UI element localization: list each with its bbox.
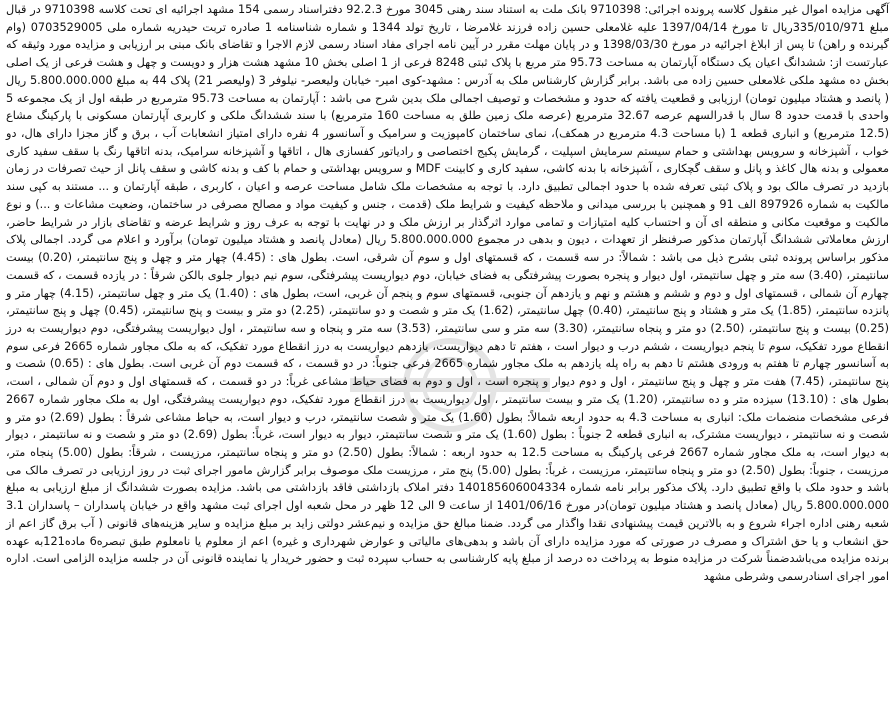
auction-notice-body: آگهی مزایده اموال غیر منقول کلاسه پرونده اجرائی: 9710398 بانک ملت به استناد سند رهنی 3045 مورخ 92.2.3 دفتراسناد رسمی 154 مشهد اجرائیه ای تحت کلاسه 9710398 در قبال مبلغ 335/010/971ریال تا مورخ 1397/04/14 علیه غلامعلی حسین زاده فرزند غلامرضا ، تاریخ تولد 1344 و شماره شناسنامه 1 صادره تربت حیدریه شماره ملی 0703529005 (وام گیرنده و راهن) تا پس از ابلاغ اجرائیه در مورخ 1398/03/30 و در پایان مهلت مقرر در آیین نامه اجرای مفاد اسناد رسمی لازم الاجرا و تقاضای بانک مبنی بر ارزیابی و مزایده مورد وثیقه که عبارتست از: ششدانگ اعیان یک دستگاه آپارتمان به مساحت 95.73 متر مربع با پلاک ثبتی 8248 فرعی از 1 اصلی بخش 10 مشهد هشت هزار و دویست و چهل و هشت فرعی از یک اصلی بخش ده مشهد ملکی غلامعلی حسین زاده می باشد. برابر گزارش کارشناس ملک به آدرس : مشهد-کوی امیر- خیابان ولیعصر- نیلوفر 3 (ولیعصر 21) پلاک 44 به مبلغ 5.800.000.000 ریال ( پانصد و هشتاد میلیون تومان) ارزیابی و قطعیت یافته که حدود و مشخصات و توصیف اجمالی ملک بدین شرح می باشد : آپارتمان به مساحت 95.73 مترمربع در طبقه اول از یک مجموعه 5 واحدی با قدمت حدود 8 سال با قدرالسهم عرصه 32.67 مترمربع (عرصه ملک زمین طلق به مساحت 160 مترمربع) با سند ششدانگ ملکی و کاربری آپارتمان مسکونی با پارکینگ مشاع (12.5 مترمربع) و انباری قطعه 1 (با مساحت 4.3 مترمربع در همکف)، نمای ساختمان کامپوزیت و سرامیک و آسانسور 4 نفره دارای امتیاز انشعابات آب ، برق و گاز مجزا دارای هال، دو خواب ، آشپزخانه و سرویس بهداشتی و حمام سیستم سرمایش اسپلیت ، گرمایش پکیج اختصاصی و رادیاتور کفسازی هال ، اتاقها و آشپزخانه سرامیک، بدنه اتاقها رنگ با سقف سفید کاری معمولی و بدنه هال کاغذ و پانل و سقف گچکاری ، آشپزخانه با بدنه کاشی، سفید کاری و کابینت MDF و سرویس بهداشتی و حمام با کف و بدنه کاشی و سقف پانل از حیث تصرفات در زمان بازدید در تصرف مالک بود و پلاک ثبتی تعرفه شده با حدود اجمالی تطبیق دارد. با توجه به مشخصات ملک شامل مساحت عرصه و اعیان ، کاربری ، طبقه آپارتمان و ... مستند به کپی سند مالکیت به شماره 897926 الف 91 و همچنین با بررسی میدانی و ملاحظه کیفیت و شرایط ملک (قدمت ، جنس و کیفیت مواد و مصالح مصرفی در ساختمان، وضعیت مشاعات و ...) و نوع مالکیت و موقعیت مکانی و منطقه ای آن و احتساب کلیه امتیازات و تمامی موارد اثرگذار بر ارزش ملک و در نهایت با توجه به عرف روز و شرایط عرضه و تقاضای بازار در شرایط حاضر، ارزش معاملاتی ششدانگ آپارتمان مذکور صرفنظر از تعهدات ، دیون و بدهی در مجموع 5.800.000.000 ریال (معادل پانصد و هشتاد میلیون تومان) برآورد و اعلام می گردد. اجمالی پلاک مذکور براساس پرونده ثبتی بشرح ذیل می باشد : شمالاً: در سه قسمت ، که قسمتهای اول و سوم آن شرقی، است. بطول های : (4.45) چهار متر و چهل و پنج سانتیمتر، (0.20) بیست سانتیمتر، (3.40) سه متر و چهل سانتیمتر، اول دیوار و پنجره بصورت پیشرفتگی به فضای خیابان، دوم دیواریست پیشرفتگی، سوم نیم دیوار جلوی بالکن شرقاً : در یازده قسمت ، که قسمت چهارم آن شمالی ، قسمتهای اول و دوم و ششم و هشتم و نهم و یازدهم آن جنوبی، قسمتهای سوم و پنجم آن غربی، است، بطول های : (1.40) یک متر و چهل سانتیمتر، (4.15) چهار متر و پانزده سانتیمتر، (1.85) یک متر و هشتاد و پنج سانتیمتر، (0.40) چهل سانتیمتر، (1.62) یک متر و شصت و دو سانتیمتر، (2.25) دو متر و بیست و پنج سانتیمتر، (0.45) چهل و پنج سانتیمتر، (0.25) بیست و پنج سانتیمتر، (2.50) دو متر و پنجاه سانتیمتر، (3.30) سه متر و سی سانتیمتر، (3.53) سه متر و پنجاه و سه سانتیمتر ، اول دیواریست پیشرفتگی، دوم دیواریست به درز انقطاع مورد تفکیک، سوم تا پنجم دیواریست ، ششم درب و دیوار است ، هفتم تا دهم دیواریست، یازدهم دیواریست به درز انقطاع مورد تفکیک، که به ملک مجاور شماره 2665 فرعی سوم به آسانسور چهارم تا هفتم به ورودی هشتم تا دهم به راه پله یازدهم به ملک مجاور شماره 2665 فرعی جنوباً: در دو قسمت ، که قسمت دوم آن غربی است. بطول های : (0.65) شصت و پنج سانتیمتر، (7.45) هفت متر و چهل و پنج سانتیمتر ، اول و دوم دیوار و پنجره است ، اول و دوم به فضای حیاط مشاعی غرباً: در دو قسمت ، که قسمتهای اول و دوم آن شمالی ، است، بطول های : (13.10) سیزده متر و ده سانتیمتر، (1.20) یک متر و بیست سانتیمتر ، اول دیواریست به درز انقطاع مورد تفکیک، دوم دیواریست پیشرفتگی، اول به ملک مجاور شماره 2667 فرعی مشخصات منضمات ملک: انباری به مساحت 4.3 به حدود اربعه شمالاً: بطول (1.60) یک متر و شصت سانتیمتر، درب و دیوار است، به حیاط مشاعی شرقاً : بطول (2.69) دو متر و شصت و نه سانتیمتر ، دیواریست مشترک، به انباری قطعه 2 جنوباً : بطول (1.60) یک متر و شصت سانتیمتر، دیوار به دیوار است، غرباً: بطول (2.69) دو متر و شصت و نه سانتیمتر ، دیوار به دیوار است، به ملک مجاور شماره 2667 فرعی پارکینگ به مساحت 12.5 به حدود اربعه : شمالاً: بطول (2.50) دو متر و پنجاه سانتیمتر، مرزیست ، شرقاً: بطول (5.00) پنجاه متر، مرزیست ، جنوباً: بطول (2.50) دو متر و پنجاه سانتیمتر، مرزیست ، غرباً: بطول (5.00) پنج متر ، مرزیست ملک موصوف برابر گزارش مامور اجرای ثبت در روز ارزیابی در تصرف مالک می باشد و حدود ملک با واقع تطبیق دارد. پلاک مذکور برابر نامه شماره 140185606004334 دفتر املاک بازداشتی فاقد بازداشتی می باشد. مزایده بصورت ششدانگ از مبلغ ارزیابی به مبلغ 5.800.000.000 ریال (معادل پانصد و هشتاد میلیون تومان)در مورخ 1401/06/16 از ساعت 9 الی 12 ظهر در محل شعبه اول اجرای ثبت مشهد واقع در خیابان پاسداران – پاسداران 3.1 شعبه رهنی اداره اجراء شروع و به بالاترین قیمت پیشنهادی نقدا واگذار می گردد. ضمنا مبالغ حق مزایده و نیم‌عشر دولتی زاید بر مبلغ مزایده و سایر هزینه‌های قانونی ( آب برق گاز اعم از حق انشعاب و یا حق اشتراک و مصرف در صورتی که مورد مزایده دارای آن باشد و بدهی‌های مالیاتی و عوارض شهرداری و غیره) اعم از معلوم یا نامعلوم طبق تبصره6 ماده121به عهده برنده مزایده می‌باشدضمناً شرکت در مزایده منوط به پرداخت ده درصد از مبلغ پایه کارشناسی به حساب سپرده ثبت و حضور خریدار یا نماینده قانونی آن در جلسه مزایده الزامی است. اداره امور اجرای اسنادرسمی وشرطی مشهد [6,3,890,583]
